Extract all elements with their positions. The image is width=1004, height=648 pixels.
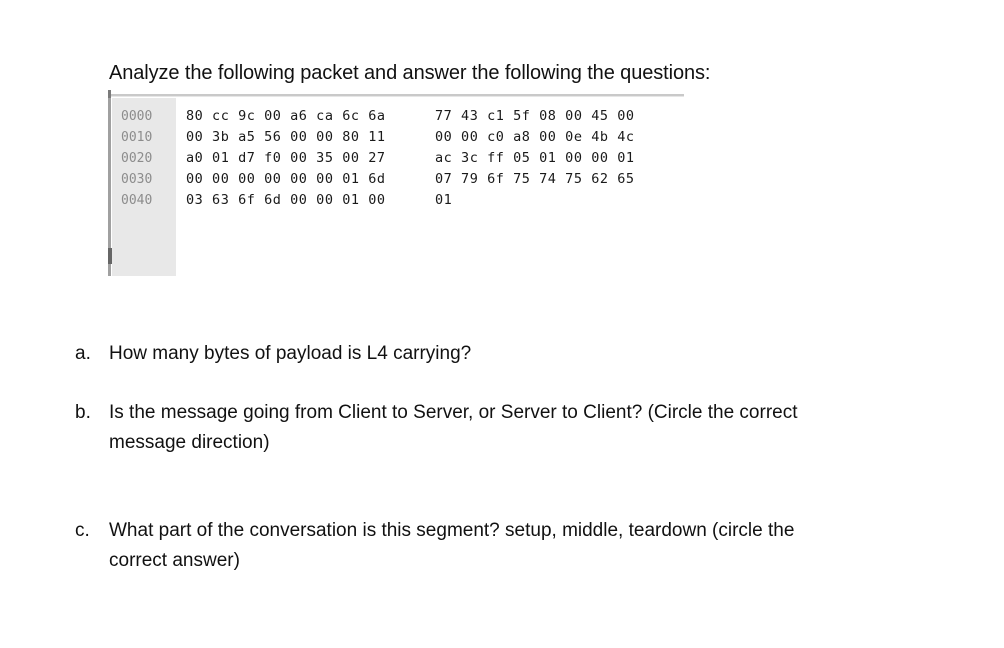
hex-bytes-left: 00 00 00 00 00 00 01 6d bbox=[186, 171, 386, 187]
hex-offset: 0010 bbox=[121, 130, 153, 145]
question-b-letter: b. bbox=[75, 402, 91, 423]
hex-bytes-right: 07 79 6f 75 74 75 62 65 bbox=[435, 171, 635, 187]
hex-bytes-left: 80 cc 9c 00 a6 ca 6c 6a bbox=[186, 108, 386, 124]
hex-bytes-right: 77 43 c1 5f 08 00 45 00 bbox=[435, 108, 635, 124]
hex-bytes-right: 00 00 c0 a8 00 0e 4b 4c bbox=[435, 129, 635, 145]
question-line: message direction) bbox=[109, 432, 270, 453]
hex-panel-marker bbox=[108, 90, 111, 98]
instructions-heading: Analyze the following packet and answer the following the questions: bbox=[109, 62, 711, 84]
hex-dump-panel bbox=[108, 90, 684, 276]
hex-bytes-right: 01 bbox=[435, 192, 453, 208]
question-line: How many bytes of payload is L4 carrying? bbox=[109, 343, 472, 364]
question-line: Is the message going from Client to Server, or Server to Client? (Circle the correct bbox=[109, 402, 798, 423]
hex-offset: 0000 bbox=[121, 109, 153, 124]
question-line: What part of the conversation is this segment? setup, middle, teardown (circle the bbox=[109, 520, 795, 541]
question-a-text bbox=[109, 339, 889, 369]
hex-bytes-left: 00 3b a5 56 00 00 80 11 bbox=[186, 129, 386, 145]
hex-offset: 0030 bbox=[121, 172, 153, 187]
hex-bytes-left: a0 01 d7 f0 00 35 00 27 bbox=[186, 150, 386, 166]
question-a-letter: a. bbox=[75, 343, 91, 364]
question-line: correct answer) bbox=[109, 550, 240, 571]
hex-offset: 0040 bbox=[121, 193, 153, 208]
question-b-text bbox=[109, 398, 889, 458]
hex-bytes-left: 03 63 6f 6d 00 00 01 00 bbox=[186, 192, 386, 208]
question-c-text bbox=[109, 516, 889, 576]
question-c-letter: c. bbox=[75, 520, 90, 541]
hex-bytes-right: ac 3c ff 05 01 00 00 01 bbox=[435, 150, 635, 166]
hex-panel-divider bbox=[108, 94, 684, 97]
hex-offset: 0020 bbox=[121, 151, 153, 166]
